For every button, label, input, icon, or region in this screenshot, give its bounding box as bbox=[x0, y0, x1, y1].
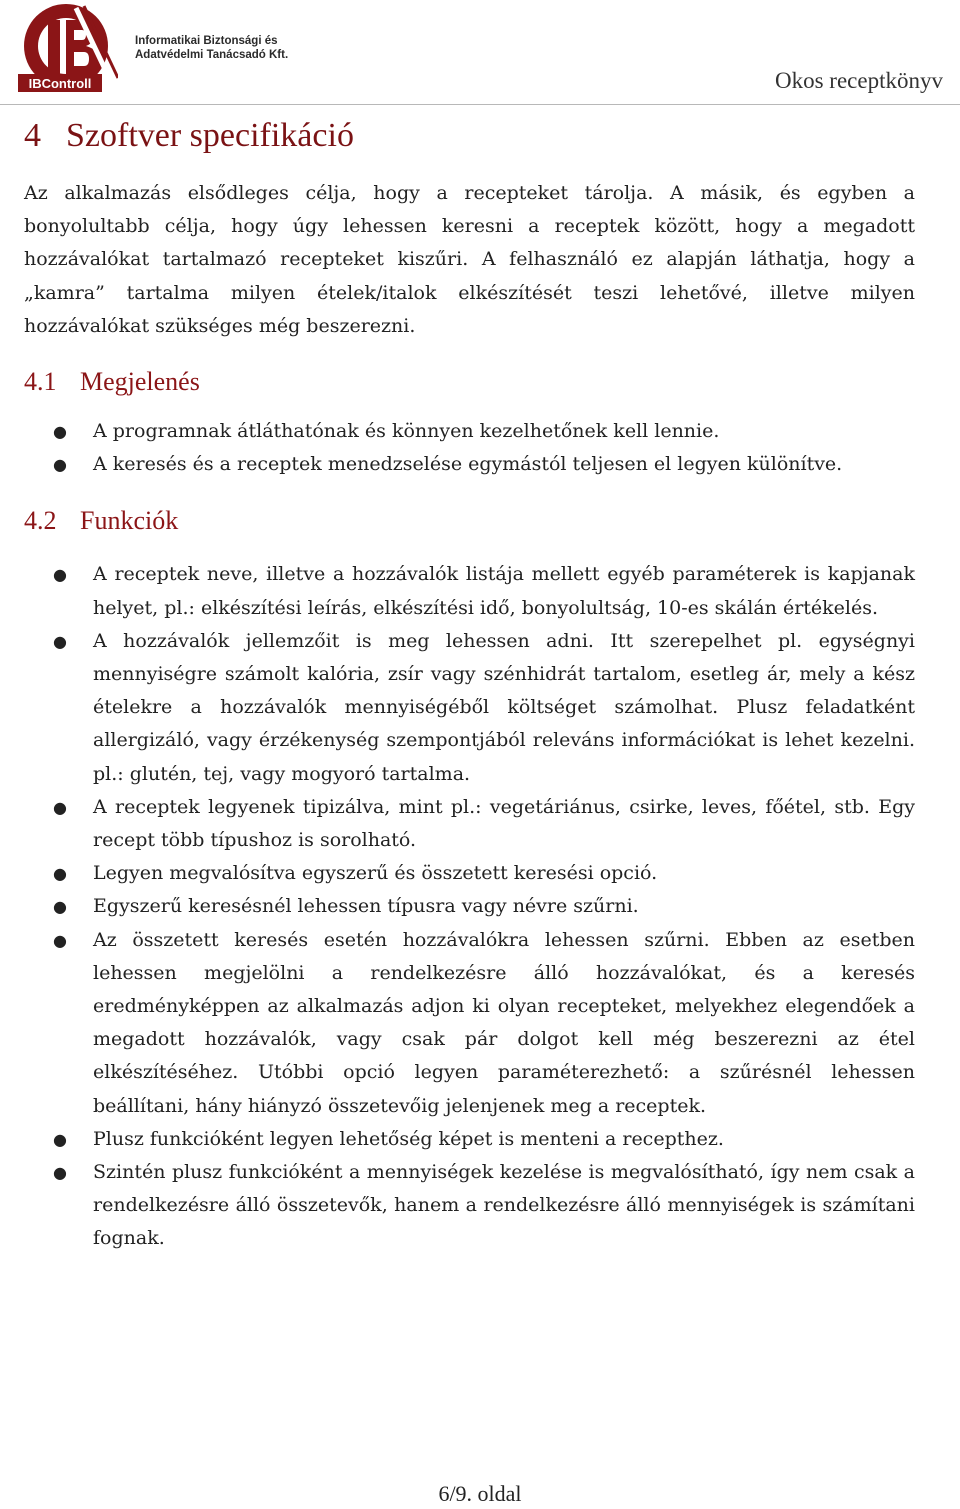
list-item: ● Az összetett keresés esetén hozzávalókra lehessen szűrni. Ebben az esetben lehessen megjelölni a rendelkezésre álló hozzávalókat, és a keresés eredményképpen az alkalmazás adjon ki olyan recepteket, melyekhez elegendőek a megadott hozzávalók, vagy csak pár dolgot kell még beszerezni az étel elkészítéséhez. Utóbbi opció legyen paraméterezhető: a szűrésnél lehessen beállítani, hány hiányzó összetevőig jelenjenek meg a receptek. bbox=[24, 924, 915, 1123]
logo-text: IBControll bbox=[28, 76, 92, 91]
ibcontroll-logo bbox=[18, 2, 118, 94]
appearance-list bbox=[24, 415, 915, 481]
section-number: 4 bbox=[24, 117, 41, 154]
page-content bbox=[24, 112, 915, 1256]
list-item: ● A hozzávalók jellemzőit is meg lehessen adni. Itt szerepelhet pl. egységnyi mennyiségre számolt kalória, zsír vagy szénhidrát tartalom, esetleg ár, mely a kész ételekre a hozzávalók mennyiségéből költséget számolhat. Plusz feladatként allergizáló, vagy érzékenység szempontjából releváns információkat is lehet kezelni. pl.: glutén, tej, vagy mogyoró tartalma. bbox=[24, 625, 915, 791]
bullet-icon: ● bbox=[53, 797, 67, 817]
section-title: Szoftver specifikáció bbox=[66, 117, 354, 154]
company-line-2: Adatvédelmi Tanácsadó Kft. bbox=[135, 49, 289, 61]
list-item: ● Egyszerű keresésnél lehessen típusra vagy névre szűrni. bbox=[24, 890, 915, 923]
bullet-icon: ● bbox=[53, 565, 67, 585]
bullet-icon: ● bbox=[53, 930, 67, 950]
section-heading bbox=[24, 112, 915, 160]
subsection-number: 4.1 bbox=[24, 367, 57, 397]
list-item: ● Plusz funkcióként legyen lehetőség képet is menteni a recepthez. bbox=[24, 1123, 915, 1156]
functions-list bbox=[24, 558, 915, 1255]
page-number: 6/9. oldal bbox=[438, 1481, 522, 1506]
list-item: ● A receptek legyenek tipizálva, mint pl.: vegetáriánus, csirke, leves, főétel, stb. Egy recept több típushoz is sorolható. bbox=[24, 791, 915, 857]
bullet-icon: ● bbox=[53, 1163, 67, 1183]
list-item: ● A programnak átláthatónak és könnyen kezelhetőnek kell lennie. bbox=[24, 415, 915, 448]
list-item: ● A keresés és a receptek menedzselése egymástól teljesen el legyen különítve. bbox=[24, 448, 915, 481]
page-header bbox=[0, 0, 960, 106]
bullet-icon: ● bbox=[53, 422, 67, 442]
subsection-title: Megjelenés bbox=[80, 367, 200, 397]
subsection-title: Funkciók bbox=[80, 506, 179, 536]
company-name bbox=[135, 34, 288, 62]
list-item: ● Legyen megvalósítva egyszerű és összetett keresési opció. bbox=[24, 857, 915, 890]
bullet-icon: ● bbox=[53, 455, 67, 475]
subsection-heading-functions bbox=[24, 503, 915, 539]
bullet-icon: ● bbox=[53, 631, 67, 651]
bullet-icon: ● bbox=[53, 864, 67, 884]
subsection-number: 4.2 bbox=[24, 506, 57, 536]
list-item: ● Szintén plusz funkcióként a mennyiségek kezelése is megvalósítható, így nem csak a rendelkezésre álló összetevők, hanem a rendelkezésre álló mennyiségek is számítani fognak. bbox=[24, 1156, 915, 1256]
document-title: Okos receptkönyv bbox=[775, 68, 943, 93]
bullet-icon: ● bbox=[53, 897, 67, 917]
list-item: ● A receptek neve, illetve a hozzávalók listája mellett egyéb paraméterek is kapjanak helyet, pl.: elkészítési leírás, elkészítési idő, bonyolultság, 10-es skálán értékelés. bbox=[24, 558, 915, 624]
section-intro: Az alkalmazás elsődleges célja, hogy a recepteket tárolja. A másik, és egyben a bonyolultabb célja, hogy úgy lehessen keresni a receptek között, hogy a megadott hozzávalókat tartalmazó recepteket kiszűri. A felhasználó ez alapján láthatja, hogy a „kamra” tartalma milyen ételek/italok elkészítését teszi lehetővé, illetve milyen hozzávalókat szükséges még beszerezni. bbox=[24, 182, 915, 337]
subsection-heading-appearance bbox=[24, 364, 915, 400]
header-divider bbox=[0, 104, 960, 105]
bullet-icon: ● bbox=[53, 1129, 67, 1149]
company-line-1: Informatikai Biztonsági és bbox=[135, 35, 278, 47]
